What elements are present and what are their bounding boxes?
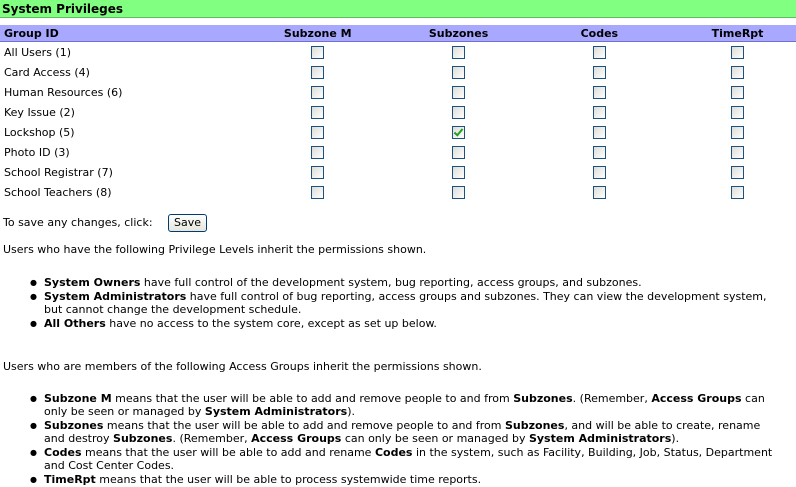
list-item: ● Codes means that the user will be able to add and rename Codes in the system, such as Facility, Building, Job, Status, Department and Cost Center Codes. — [44, 446, 784, 472]
table-row — [0, 102, 796, 122]
privilege-cell — [520, 82, 679, 102]
table-row — [0, 142, 796, 162]
privilege-cell — [397, 142, 519, 162]
privilege-checkbox-subzone-m[interactable] — [311, 166, 324, 179]
privilege-cell — [520, 122, 679, 142]
privilege-cell — [679, 122, 796, 142]
privilege-cell — [238, 162, 397, 182]
group-name: Card Access (4) — [4, 65, 90, 79]
privilege-checkbox-timerpt[interactable] — [731, 86, 744, 99]
privilege-cell — [520, 142, 679, 162]
privilege-checkbox-subzones[interactable] — [452, 86, 465, 99]
privilege-checkbox-codes[interactable] — [593, 146, 606, 159]
privilege-checkbox-codes[interactable] — [593, 66, 606, 79]
privilege-checkbox-codes[interactable] — [593, 46, 606, 59]
privilege-cell — [397, 102, 519, 122]
privilege-cell — [679, 102, 796, 122]
privilege-cell — [238, 182, 397, 202]
privilege-cell — [397, 42, 519, 63]
group-name: All Users (1) — [4, 45, 72, 59]
privilege-cell — [679, 42, 796, 63]
privilege-cell — [520, 62, 679, 82]
privilege-cell — [397, 82, 519, 102]
privilege-cell — [679, 62, 796, 82]
privilege-cell — [397, 62, 519, 82]
privilege-checkbox-subzones[interactable] — [452, 106, 465, 119]
group-name: Photo ID (3) — [4, 145, 70, 159]
table-row — [0, 182, 796, 202]
save-button[interactable]: Save — [168, 214, 207, 232]
privilege-levels-list — [0, 276, 784, 331]
privilege-checkbox-subzones[interactable] — [452, 186, 465, 199]
group-name: Lockshop (5) — [4, 125, 75, 139]
privilege-checkbox-subzone-m[interactable] — [311, 126, 324, 139]
privilege-cell — [520, 102, 679, 122]
column-header-timerpt: TimeRpt — [679, 25, 796, 42]
list-item: ● System Owners have full control of the development system, bug reporting, access groups, and subzones. — [44, 276, 784, 289]
list-item: ● System Administrators have full control of bug reporting, access groups and subzones. They can view the development system, but cannot change the development schedule. — [44, 290, 784, 316]
privilege-cell — [238, 62, 397, 82]
privilege-checkbox-subzone-m[interactable] — [311, 46, 324, 59]
privilege-cell — [238, 102, 397, 122]
privilege-cell — [679, 82, 796, 102]
list-item: ● Subzones means that the user will be able to add and remove people to and from Subzones, and will be able to create, rename and destroy Subzones. (Remember, Access Groups can only be seen or managed by System Administrators). — [44, 419, 784, 445]
privilege-checkbox-subzone-m[interactable] — [311, 106, 324, 119]
group-name: Key Issue (2) — [4, 105, 75, 119]
privilege-checkbox-timerpt[interactable] — [731, 126, 744, 139]
privilege-checkbox-timerpt[interactable] — [731, 66, 744, 79]
privilege-checkbox-subzones[interactable] — [452, 66, 465, 79]
privilege-checkbox-subzones[interactable] — [452, 46, 465, 59]
table-row — [0, 42, 796, 63]
privilege-checkbox-subzone-m[interactable] — [311, 86, 324, 99]
privilege-checkbox-subzone-m[interactable] — [311, 146, 324, 159]
privilege-checkbox-subzone-m[interactable] — [311, 186, 324, 199]
privilege-checkbox-subzones[interactable] — [452, 146, 465, 159]
privilege-checkbox-codes[interactable] — [593, 126, 606, 139]
group-name: School Registrar (7) — [4, 165, 113, 179]
save-prompt: To save any changes, click: — [3, 216, 153, 229]
privilege-cell — [397, 162, 519, 182]
table-row — [0, 162, 796, 182]
privilege-checkbox-codes[interactable] — [593, 186, 606, 199]
privilege-levels-intro: Users who have the following Privilege Levels inherit the permissions shown. — [3, 243, 427, 256]
table-header-row — [0, 25, 796, 42]
list-item: ● Subzone M means that the user will be able to add and remove people to and from Subzones. (Remember, Access Groups can only be seen or managed by System Administrators). — [44, 392, 784, 418]
list-item: ● TimeRpt means that the user will be able to process systemwide time reports. — [44, 473, 784, 486]
privilege-checkbox-timerpt[interactable] — [731, 166, 744, 179]
privilege-cell — [238, 122, 397, 142]
privilege-cell — [238, 142, 397, 162]
table-row — [0, 122, 796, 142]
column-header-subzone-m: Subzone M — [238, 25, 397, 42]
privilege-checkbox-timerpt[interactable] — [731, 106, 744, 119]
privilege-cell — [679, 182, 796, 202]
privilege-cell — [397, 182, 519, 202]
privilege-checkbox-timerpt[interactable] — [731, 146, 744, 159]
privilege-cell — [679, 162, 796, 182]
privilege-cell — [520, 162, 679, 182]
privilege-checkbox-subzones[interactable] — [452, 166, 465, 179]
group-name: School Teachers (8) — [4, 185, 112, 199]
page-title: System Privileges — [0, 0, 796, 18]
access-groups-list — [0, 392, 784, 487]
table-body — [0, 42, 796, 203]
table-row — [0, 82, 796, 102]
privilege-checkbox-subzones[interactable] — [452, 126, 465, 139]
privileges-table — [0, 25, 796, 202]
privilege-checkbox-timerpt[interactable] — [731, 186, 744, 199]
privilege-checkbox-codes[interactable] — [593, 86, 606, 99]
privilege-cell — [238, 82, 397, 102]
privilege-checkbox-codes[interactable] — [593, 166, 606, 179]
privilege-cell — [679, 142, 796, 162]
privilege-cell — [397, 122, 519, 142]
column-header-group-id: Group ID — [0, 25, 238, 42]
privilege-checkbox-codes[interactable] — [593, 106, 606, 119]
privilege-cell — [520, 42, 679, 63]
privilege-cell — [520, 182, 679, 202]
group-name: Human Resources (6) — [4, 85, 123, 99]
column-header-codes: Codes — [520, 25, 679, 42]
access-groups-intro: Users who are members of the following Access Groups inherit the permissions shown. — [3, 360, 482, 373]
privilege-checkbox-subzone-m[interactable] — [311, 66, 324, 79]
privilege-checkbox-timerpt[interactable] — [731, 46, 744, 59]
list-item: ● All Others have no access to the system core, except as set up below. — [44, 317, 784, 330]
column-header-subzones: Subzones — [397, 25, 519, 42]
save-row — [3, 214, 207, 232]
privilege-cell — [238, 42, 397, 63]
table-row — [0, 62, 796, 82]
